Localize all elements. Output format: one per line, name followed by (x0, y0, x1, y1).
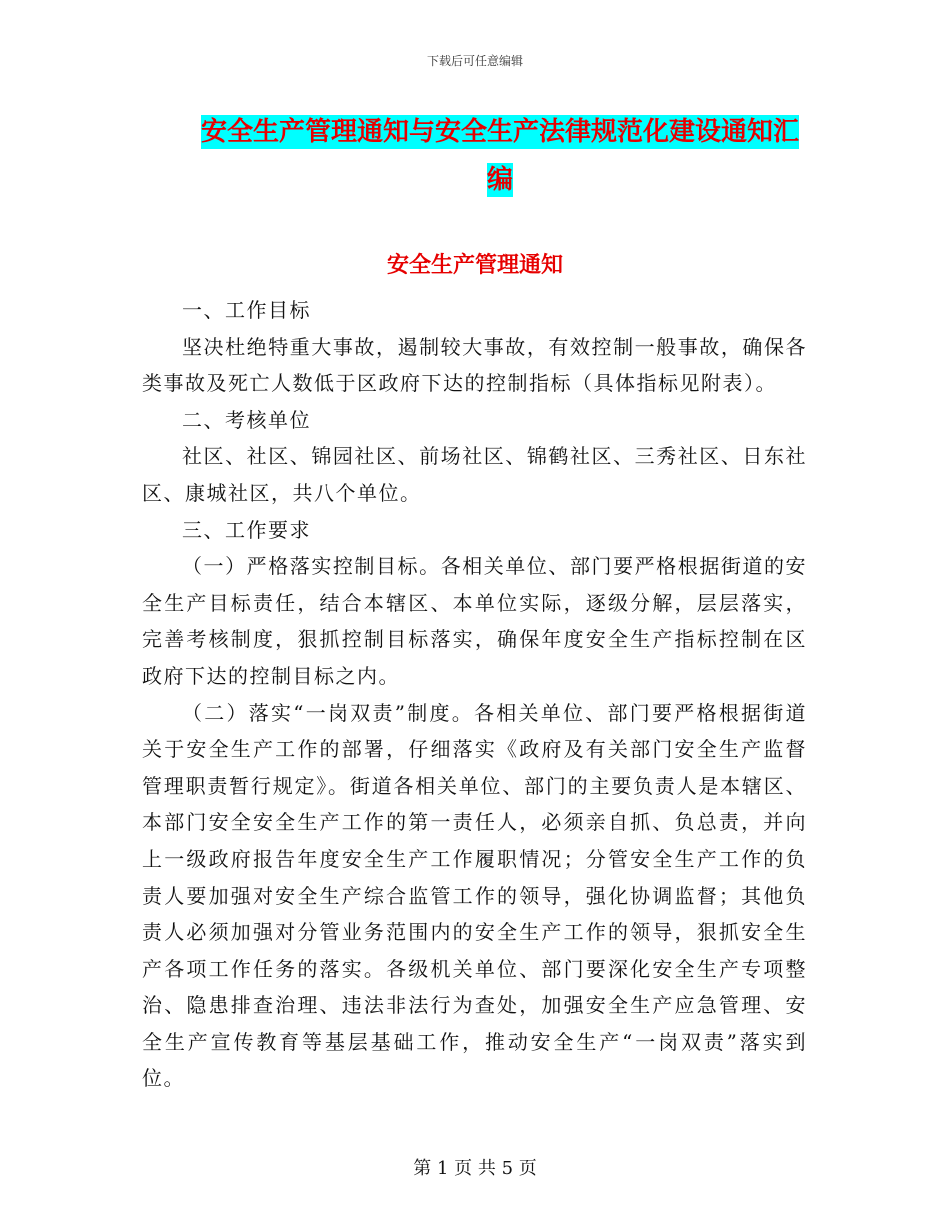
heading-work-goal: 一、工作目标 (182, 298, 311, 322)
heading-assessed-units: 二、考核单位 (182, 407, 311, 432)
paragraph: （二）落实“一岗双责”制度。各相关单位、部门要严格根据街道关于安全生产工作的部署，仔细落实《政府及有关部门安全生产监督管理职责暂行规定》。街道各相关单位、部门的主要负责人是本辖区、本部门安全安全生产工作的第一责任人，必须亲自抓、负总责，并向上一级政府报告年度安全生产工作履职情况；分管安全生产工作的负责人要加强对安全生产综合监管工作的领导，强化协调监督；其他负责人必须加强对分管业务范围内的安全生产工作的领导，狠抓安全生产各项工作任务的落实。各级机关单位、部门要深化安全生产专项整治、隐患排查治理、违法非法行为查处，加强安全生产应急管理、安全生产宣传教育等基层基础工作，推动安全生产“一岗双责”落实到位。 (142, 700, 807, 1091)
document-title (190, 108, 810, 204)
paragraph: 社区、社区、锦园社区、前场社区、锦鹤社区、三秀社区、日东社区、康城社区，共八个单位。 (142, 444, 807, 505)
section-title: 安全生产管理通知 (386, 253, 563, 278)
page-number: 第 1 页 共 5 页 (413, 1158, 537, 1179)
document-title-text: 安全生产管理通知与安全生产法律规范化建设通知汇编 (200, 117, 799, 195)
paragraph: （一）严格落实控制目标。各相关单位、部门要严格根据街道的安全生产目标责任，结合本辖区、本单位实际，逐级分解，层层落实，完善考核制度，狠抓控制目标落实，确保年度安全生产指标控制在区政府下达的控制目标之内。 (142, 554, 807, 688)
document-body (142, 292, 807, 1097)
header-note: 下载后可任意编辑 (426, 54, 523, 68)
heading-work-requirements: 三、工作要求 (182, 517, 311, 542)
paragraph: 坚决杜绝特重大事故，遏制较大事故，有效控制一般事故，确保各类事故及死亡人数低于区政府下达的控制指标（具体指标见附表）。 (142, 334, 807, 396)
